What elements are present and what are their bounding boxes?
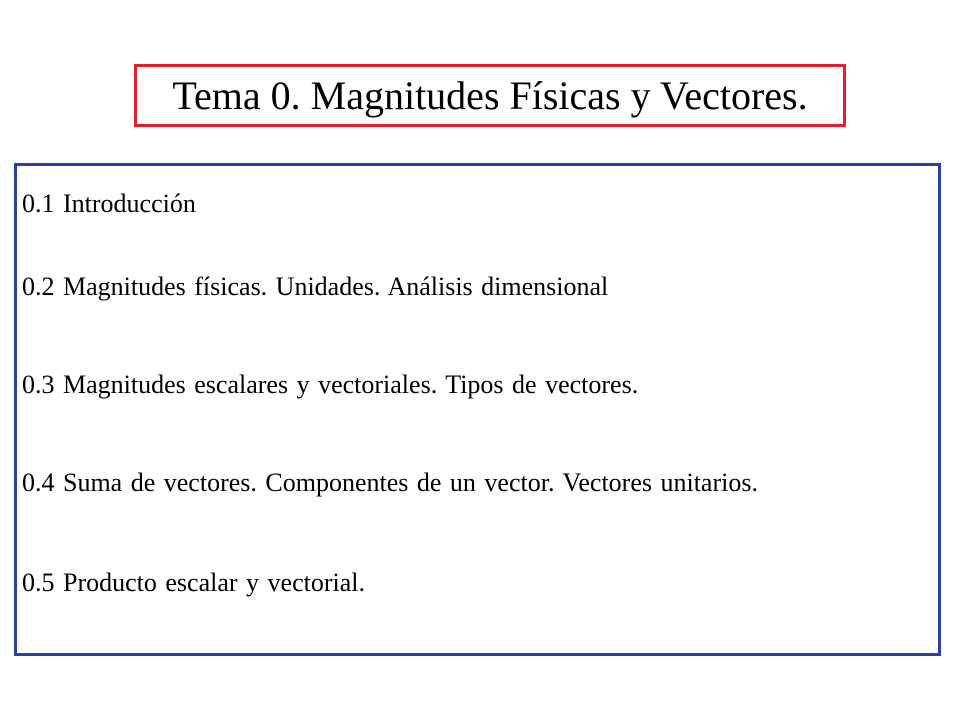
slide-title: Tema 0. Magnitudes Físicas y Vectores. xyxy=(172,72,808,118)
toc-item-magnitudes-fisicas: 0.2 Magnitudes físicas. Unidades. Análisis dimensional xyxy=(22,272,609,301)
toc-item-suma-de-vectores: 0.4 Suma de vectores. Componentes de un vector. Vectores unitarios. xyxy=(22,468,758,497)
table-of-contents-box xyxy=(14,163,941,656)
toc-item-introduccion: 0.1 Introducción xyxy=(22,189,196,218)
toc-item-magnitudes-escalares-vectoriales: 0.3 Magnitudes escalares y vectoriales. Tipos de vectores. xyxy=(22,370,639,399)
toc-item-producto-escalar-vectorial: 0.5 Producto escalar y vectorial. xyxy=(22,568,365,597)
title-box xyxy=(134,64,846,127)
